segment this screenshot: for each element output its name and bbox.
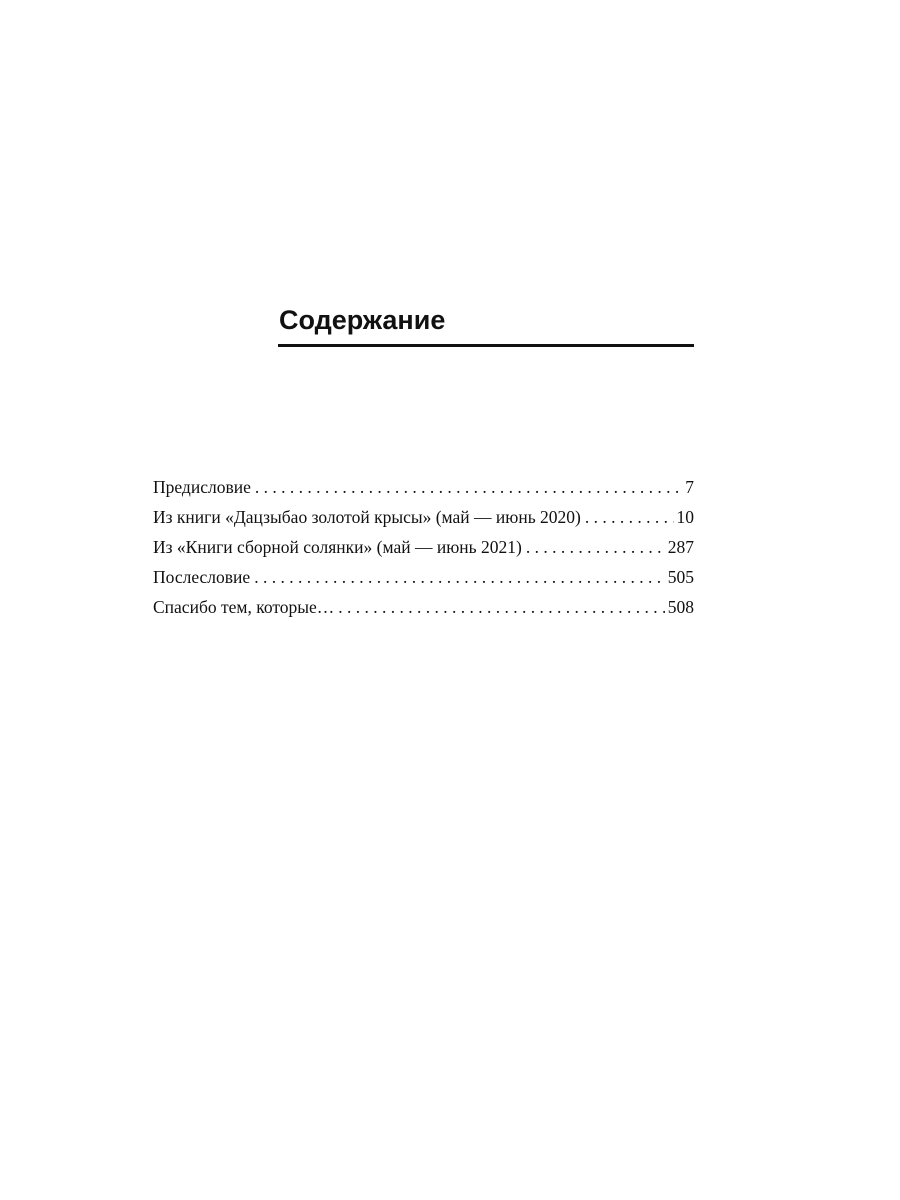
toc-entry-page: 505	[667, 567, 694, 587]
toc-entry-page: 508	[667, 597, 694, 617]
toc-entry-page: 7	[685, 477, 694, 497]
toc-entry-preface[interactable]	[153, 472, 694, 502]
title-underline	[278, 344, 694, 347]
toc-entry-golden-rat[interactable]	[153, 502, 694, 532]
dot-leader	[585, 502, 674, 532]
toc-entry-title: Спасибо тем, которые…	[153, 597, 335, 617]
toc-entry-solyanka[interactable]	[153, 532, 694, 562]
toc-entry-title: Из «Книги сборной солянки» (май — июнь 2021)	[153, 537, 522, 557]
page-title: Содержание	[279, 305, 446, 335]
table-of-contents	[153, 472, 694, 622]
toc-entry-page: 10	[676, 507, 694, 527]
dot-leader	[254, 562, 665, 592]
toc-entry-afterword[interactable]	[153, 562, 694, 592]
toc-entry-title: Послесловие	[153, 567, 251, 587]
toc-entry-page: 287	[667, 537, 694, 557]
toc-entry-thanks[interactable]	[153, 592, 694, 622]
dot-leader	[255, 472, 682, 502]
dot-leader	[526, 532, 665, 562]
dot-leader	[338, 592, 664, 622]
toc-entry-title: Предисловие	[153, 477, 251, 497]
toc-entry-title: Из книги «Дацзыбао золотой крысы» (май — июнь 2020)	[153, 507, 581, 527]
